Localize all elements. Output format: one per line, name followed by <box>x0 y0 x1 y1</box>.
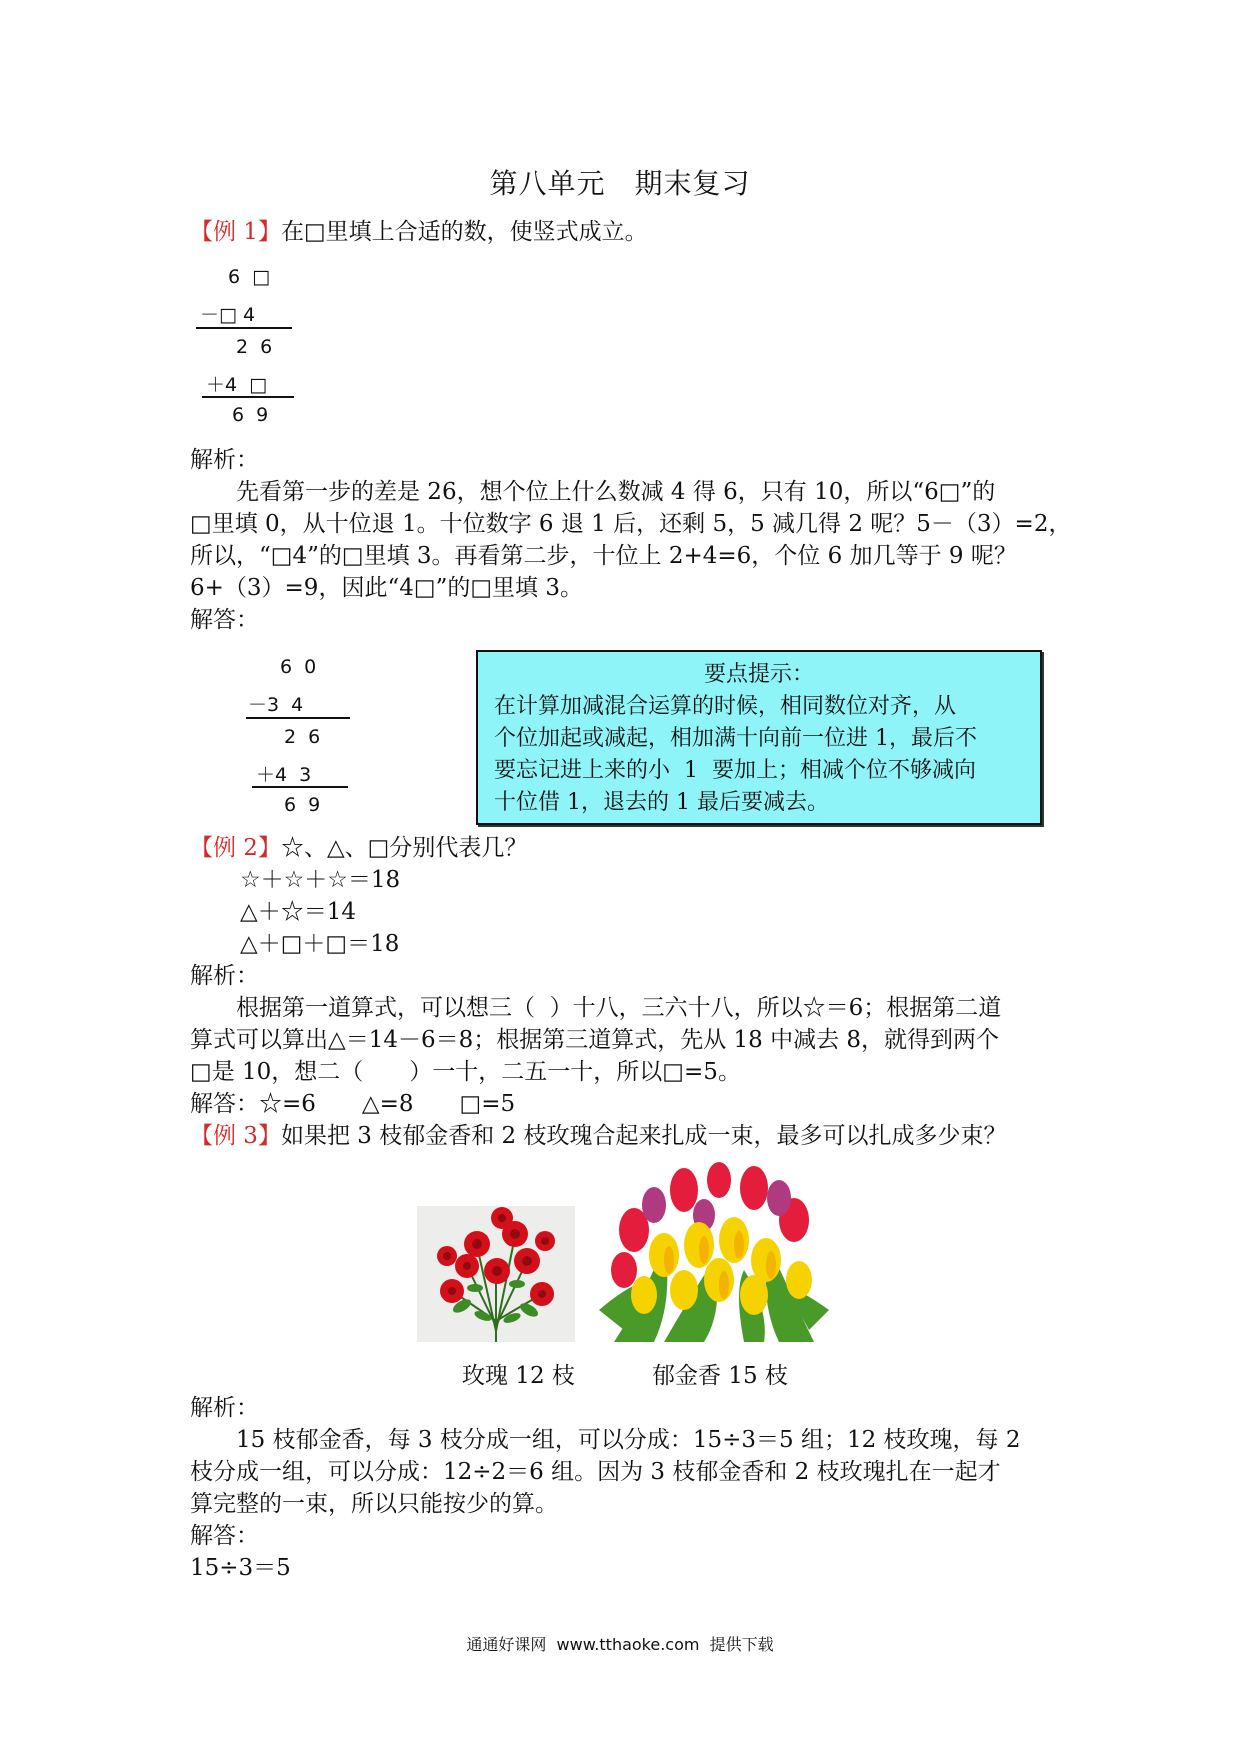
page-footer: 通通好课网 www.tthaoke.com 提供下载 <box>466 1635 774 1654</box>
example-3-analysis-label: 解析： <box>190 1395 259 1421</box>
example-3-question <box>190 1120 1006 1152</box>
example-3-answer: 15÷3＝5 <box>190 1555 291 1581</box>
caption-tulips: 郁金香 15 枝 <box>652 1363 788 1389</box>
answer-row-1: 6 0 <box>280 656 317 678</box>
answer-row-2: －3 4 <box>248 694 304 716</box>
example-1-question <box>190 216 648 248</box>
vertical-rule-2 <box>202 396 294 398</box>
equation-3: △＋□＋□＝18 <box>240 931 400 957</box>
example-1-analysis-line-4: 6+（3）=9，因此“4□”的□里填 3。 <box>190 575 583 601</box>
vertical-row-4: ＋4 □ <box>206 374 268 396</box>
example-1-answer-label: 解答： <box>190 607 259 633</box>
tip-line-3: 要忘记进上来的小 1 要加上；相减个位不够减向 <box>494 758 976 783</box>
example-3-analysis-line-2: 枝分成一组，可以分成：12÷2＝6 组。因为 3 枝郁金香和 2 枝玫瑰扎在一起才 <box>190 1459 1001 1485</box>
example-1-text: 在□里填上合适的数，使竖式成立。 <box>280 219 648 245</box>
vertical-row-1: 6 □ <box>228 266 271 288</box>
page-title: 第八单元 期末复习 <box>489 167 751 200</box>
answer-row-4: ＋4 3 <box>256 764 312 786</box>
vertical-row-5: 6 9 <box>232 404 269 426</box>
answer-row-5: 6 9 <box>284 794 321 816</box>
example-3-text: 如果把 3 枝郁金香和 2 枝玫瑰合起来扎成一束，最多可以扎成多少束？ <box>280 1123 1007 1149</box>
example-3-tag: 【例 3】 <box>190 1123 281 1149</box>
example-2-analysis-line-1: 根据第一道算式，可以想三（ ）十八，三六十八，所以☆＝6；根据第二道 <box>190 995 1002 1021</box>
roses-photo <box>417 1206 575 1342</box>
example-1-analysis-line-2: □里填 0，从十位退 1。十位数字 6 退 1 后，还剩 5，5 减几得 2 呢？5－（3）=2， <box>190 511 1072 537</box>
example-2-text: ☆、△、□分别代表几？ <box>280 835 528 861</box>
example-1-analysis-line-1: 先看第一步的差是 26，想个位上什么数减 4 得 6，只有 10，所以“6□”的 <box>190 479 996 505</box>
tip-line-1: 在计算加减混合运算的时候，相同数位对齐，从 <box>494 694 957 719</box>
tip-title: 要点提示： <box>703 662 814 687</box>
example-2-analysis-label: 解析： <box>190 963 259 989</box>
example-1-analysis-line-3: 所以，“□4”的□里填 3。再看第二步，十位上 2+4=6，个位 6 加几等于 9 呢？ <box>190 543 1017 569</box>
example-2-analysis-line-3: □是 10，想二（ ）一十，二五一十，所以□=5。 <box>190 1059 741 1085</box>
tulips-photo <box>594 1160 834 1342</box>
example-1-tag: 【例 1】 <box>190 219 281 245</box>
example-3-analysis-line-3: 算完整的一束，所以只能按少的算。 <box>190 1491 558 1517</box>
equation-1: ☆＋☆＋☆＝18 <box>240 867 401 893</box>
vertical-row-2: －□ 4 <box>200 304 256 326</box>
tulips-illustration <box>594 1160 834 1342</box>
equation-2: △＋☆＝14 <box>240 899 356 925</box>
tip-box <box>476 650 1042 825</box>
example-3-answer-label: 解答： <box>190 1523 259 1549</box>
tip-line-2: 个位加起或减起，相加满十向前一位进 1，最后不 <box>494 726 977 751</box>
caption-roses: 玫瑰 12 枝 <box>462 1363 575 1389</box>
answer-rule-1 <box>246 717 350 719</box>
tip-line-4: 十位借 1，退去的 1 最后要减去。 <box>494 790 829 815</box>
example-1-analysis-label: 解析： <box>190 447 259 473</box>
example-2-analysis-line-2: 算式可以算出△＝14－6＝8；根据第三道算式，先从 18 中减去 8，就得到两个 <box>190 1027 1000 1053</box>
vertical-rule-1 <box>196 327 292 329</box>
example-2-tag: 【例 2】 <box>190 835 281 861</box>
example-2-answer: 解答：☆=6 △=8 □=5 <box>190 1091 516 1117</box>
example-2-question <box>190 832 527 864</box>
answer-rule-2 <box>252 786 348 788</box>
roses-illustration <box>417 1206 575 1342</box>
vertical-row-3: 2 6 <box>236 336 273 358</box>
example-3-analysis-line-1: 15 枝郁金香，每 3 枝分成一组，可以分成：15÷3＝5 组；12 枝玫瑰，每 2 <box>190 1427 1021 1453</box>
answer-row-3: 2 6 <box>284 726 321 748</box>
